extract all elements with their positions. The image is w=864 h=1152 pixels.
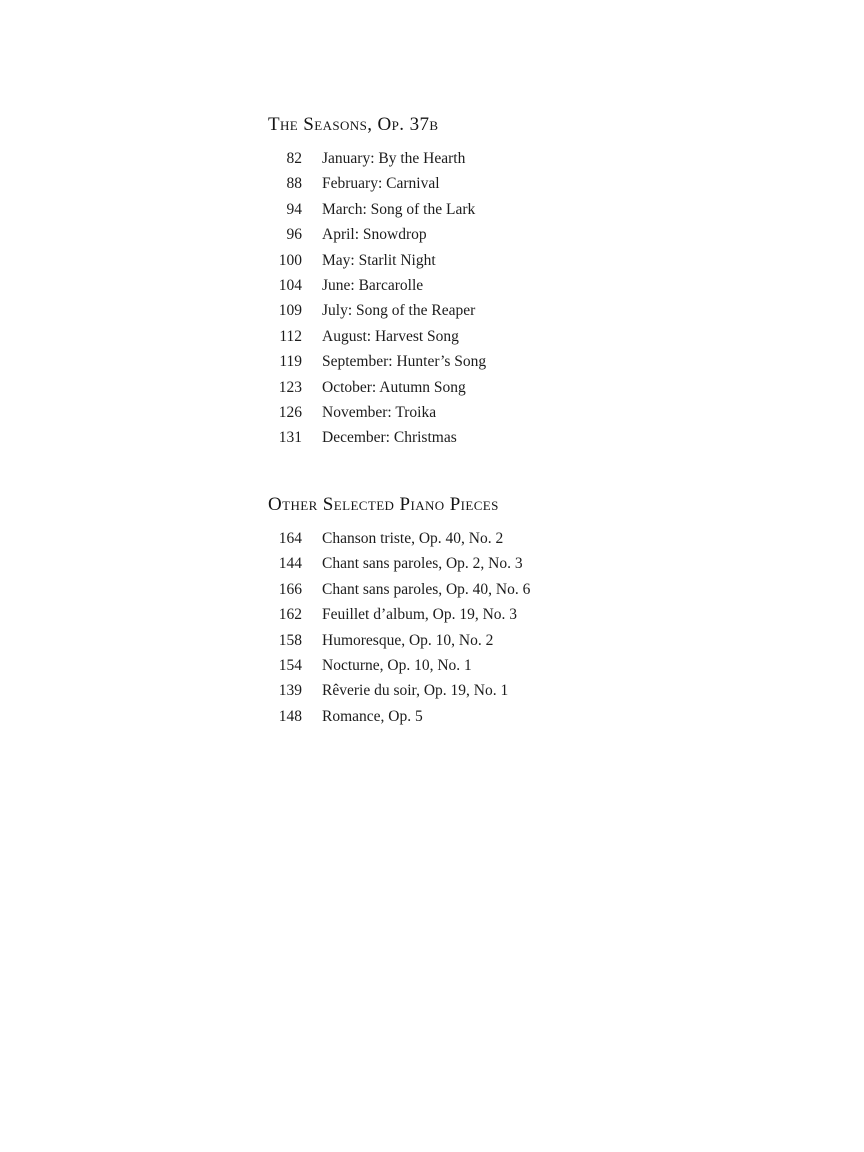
page-number: 123: [278, 378, 302, 396]
toc-entry-list: [268, 526, 728, 729]
toc-entry: [268, 248, 728, 273]
toc-entry: [268, 577, 728, 602]
toc-entry: [268, 197, 728, 222]
toc-entry-list: [268, 146, 728, 451]
page-number: 162: [278, 606, 302, 624]
page-number: 109: [278, 302, 302, 320]
page-number: 96: [286, 226, 302, 244]
piece-title: Chanson triste, Op. 40, No. 2: [322, 529, 504, 547]
toc-section: [268, 112, 728, 451]
toc-entry: [268, 146, 728, 171]
piece-title: February: Carnival: [322, 175, 440, 193]
section-heading: The Seasons, Op. 37b: [268, 114, 439, 135]
piece-title: March: Song of the Lark: [322, 200, 476, 218]
page-number: 82: [286, 150, 302, 167]
toc-entry: [268, 273, 728, 298]
toc-entry: [268, 400, 728, 425]
toc-section: [268, 492, 728, 729]
page-number: 104: [278, 277, 302, 295]
toc-entry: [268, 425, 728, 450]
toc-entry: [268, 704, 728, 729]
piece-title: July: Song of the Reaper: [322, 302, 476, 320]
page-number: 88: [286, 175, 302, 193]
toc-entry: [268, 298, 728, 323]
toc-entry: [268, 171, 728, 196]
page-number: 158: [278, 631, 302, 649]
toc-entry: [268, 349, 728, 374]
toc-entry: [268, 526, 728, 551]
piece-title: September: Hunter’s Song: [322, 353, 487, 371]
piece-title: October: Autumn Song: [322, 378, 466, 396]
page-number: 94: [286, 200, 302, 218]
page-number: 100: [278, 251, 302, 269]
piece-title: Feuillet d’album, Op. 19, No. 3: [322, 606, 518, 624]
piece-title: Rêverie du soir, Op. 19, No. 1: [322, 682, 509, 700]
piece-title: November: Troika: [322, 404, 437, 422]
toc-entry: [268, 324, 728, 349]
toc-entry: [268, 551, 728, 576]
piece-title: Chant sans paroles, Op. 40, No. 6: [322, 580, 531, 598]
page-number: 148: [278, 707, 302, 725]
section-heading: Other Selected Piano Pieces: [268, 493, 499, 515]
page-number: 131: [278, 429, 302, 447]
piece-title: May: Starlit Night: [322, 251, 436, 269]
piece-title: Romance, Op. 5: [322, 707, 423, 725]
page-number: 164: [278, 529, 302, 547]
piece-title: August: Harvest Song: [322, 327, 459, 345]
page-number: 119: [279, 353, 302, 371]
piece-title: Chant sans paroles, Op. 2, No. 3: [322, 555, 523, 573]
page-number: 139: [278, 682, 302, 700]
piece-title: January: By the Hearth: [322, 150, 466, 167]
toc-entry: [268, 222, 728, 247]
page-number: 154: [278, 656, 302, 674]
table-of-contents: [268, 112, 728, 729]
toc-entry: [268, 602, 728, 627]
toc-entry: [268, 375, 728, 400]
piece-title: April: Snowdrop: [322, 226, 427, 244]
toc-entry: [268, 628, 728, 653]
piece-title: Humoresque, Op. 10, No. 2: [322, 631, 494, 649]
piece-title: Nocturne, Op. 10, No. 1: [322, 656, 472, 674]
page-number: 166: [278, 580, 302, 598]
page-number: 112: [279, 327, 302, 345]
toc-entry: [268, 678, 728, 703]
piece-title: December: Christmas: [322, 429, 457, 447]
page-number: 144: [278, 555, 302, 573]
page-number: 126: [278, 404, 302, 422]
toc-entry: [268, 653, 728, 678]
piece-title: June: Barcarolle: [322, 277, 424, 295]
